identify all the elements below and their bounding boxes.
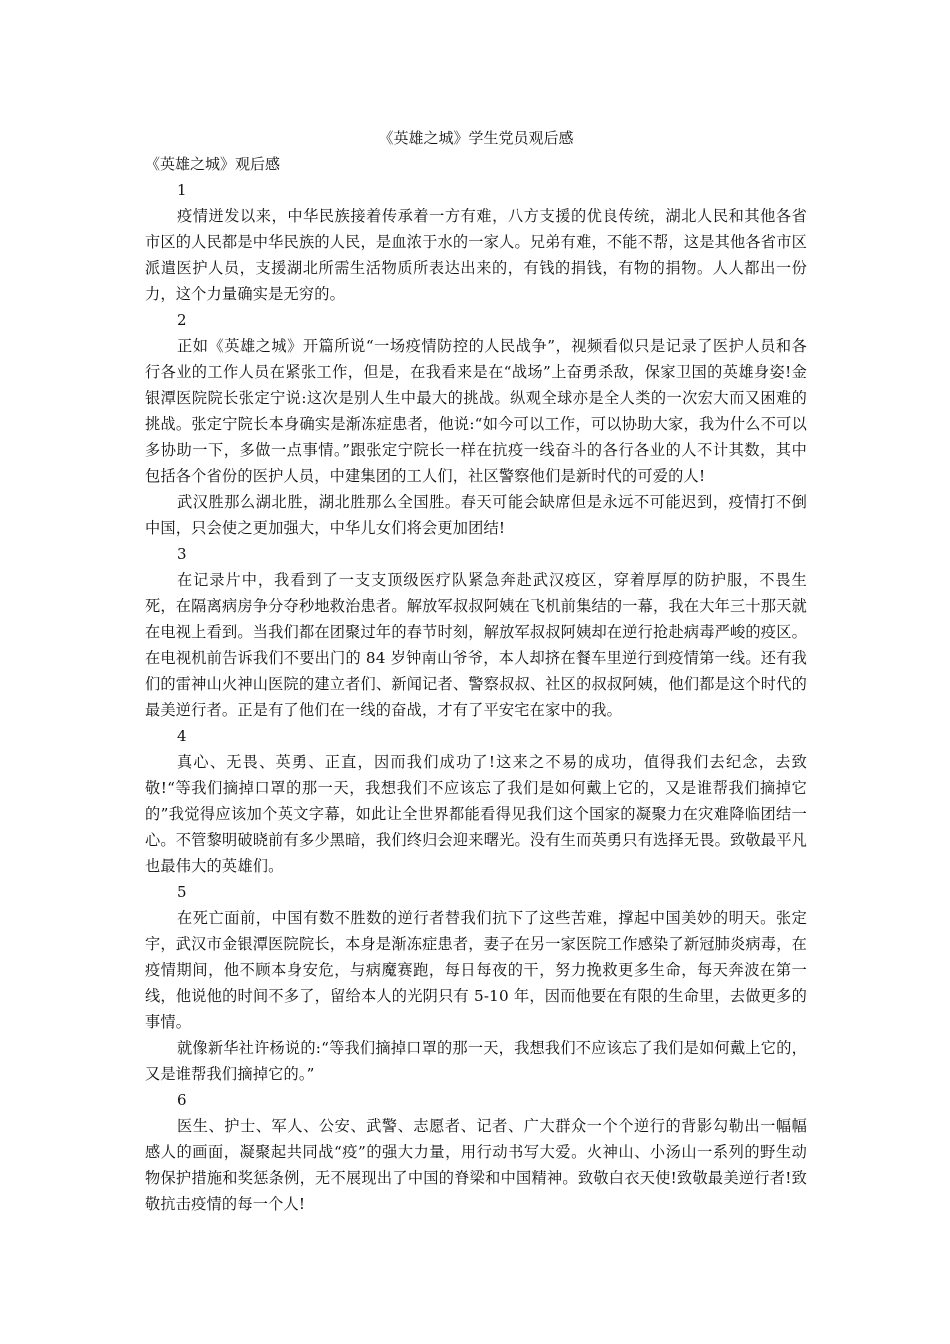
section-number: 3 [177,545,187,563]
section-number: 5 [177,883,187,901]
document-subtitle: 《英雄之城》观后感 [145,155,281,173]
paragraph: 疫情迸发以来，中华民族接着传承着一方有难，八方支援的优良传统，湖北人民和其他各省市区的人民都是中华民族的人民，是血浓于水的一家人。兄弟有难，不能不帮，这是其他各省市区派遣医护人员，支援湖北所需生活物质所表达出来的，有钱的捐钱，有物的捐物。人人都出一份力，这个力量确实是无穷的。 [145,207,807,303]
paragraph: 真心、无畏、英勇、正直，因而我们成功了!这来之不易的成功，值得我们去纪念，去致敬!“等我们摘掉口罩的那一天，我想我们不应该忘了我们是如何戴上它的，又是谁帮我们摘掉它的”我觉得应该加个英文字幕，如此让全世界都能看得见我们这个国家的凝聚力在灾难降临团结一心。不管黎明破晓前有多少黑暗，我们终归会迎来曙光。没有生而英勇只有选择无畏。致敬最平凡也最伟大的英雄们。 [145,753,807,875]
paragraph: 正如《英雄之城》开篇所说“一场疫情防控的人民战争”，视频看似只是记录了医护人员和各行各业的工作人员在紧张工作，但是，在我看来是在“战场”上奋勇杀敌，保家卫国的英雄身姿!金银潭医院院长张定宁说:这次是别人生中最大的挑战。纵观全球亦是全人类的一次宏大而又困难的挑战。张定宁院长本身确实是渐冻症患者，他说:“如今可以工作，可以协助大家，我为什么不可以多协助一下，多做一点事情。”跟张定宁院长一样在抗疫一线奋斗的各行各业的人不计其数，其中包括各个省份的医护人员，中建集团的工人们，社区警察他们是新时代的可爱的人! [145,337,807,485]
paragraph: 医生、护士、军人、公安、武警、志愿者、记者、广大群众一个个逆行的背影勾勒出一幅幅感人的画面，凝聚起共同战“疫”的强大力量，用行动书写大爱。火神山、小汤山一系列的野生动物保护措施和奖惩条例，无不展现出了中国的脊梁和中国精神。致敬白衣天使!致敬最美逆行者!致敬抗击疫情的每一个人! [145,1117,807,1213]
document-body [145,125,807,1217]
paragraph: 在死亡面前，中国有数不胜数的逆行者替我们抗下了这些苦难，撑起中国美妙的明天。张定宇，武汉市金银潭医院院长，本身是渐冻症患者，妻子在另一家医院工作感染了新冠肺炎病毒，在疫情期间，他不顾本身安危，与病魔赛跑，每日每夜的干，努力挽救更多生命，每天奔波在第一线，他说他的时间不多了，留给本人的光阴只有 5-10 年，因而他要在有限的生命里，去做更多的事情。 [145,909,807,1031]
section-number: 6 [177,1091,187,1109]
section-number: 4 [177,727,187,745]
section-number: 1 [177,181,187,199]
document-title: 《英雄之城》学生党员观后感 [378,129,574,147]
paragraph: 就像新华社许杨说的:“等我们摘掉口罩的那一天，我想我们不应该忘了我们是如何戴上它的，又是谁帮我们摘掉它的。” [145,1039,807,1083]
paragraph: 在记录片中，我看到了一支支顶级医疗队紧急奔赴武汉疫区，穿着厚厚的防护服，不畏生死，在隔离病房争分夺秒地救治患者。解放军叔叔阿姨在飞机前集结的一幕，我在大年三十那天就在电视上看到。当我们都在团聚过年的春节时刻，解放军叔叔阿姨却在逆行抢赴病毒严峻的疫区。在电视机前告诉我们不要出门的 84 岁钟南山爷爷，本人却挤在餐车里逆行到疫情第一线。还有我们的雷神山火神山医院的建立者们、新闻记者、警察叔叔、社区的叔叔阿姨，他们都是这个时代的最美逆行者。正是有了他们在一线的奋战，才有了平安宅在家中的我。 [145,571,807,719]
section-number: 2 [177,311,187,329]
paragraph: 武汉胜那么湖北胜，湖北胜那么全国胜。春天可能会缺席但是永远不可能迟到，疫情打不倒中国，只会使之更加强大，中华儿女们将会更加团结! [145,493,807,537]
